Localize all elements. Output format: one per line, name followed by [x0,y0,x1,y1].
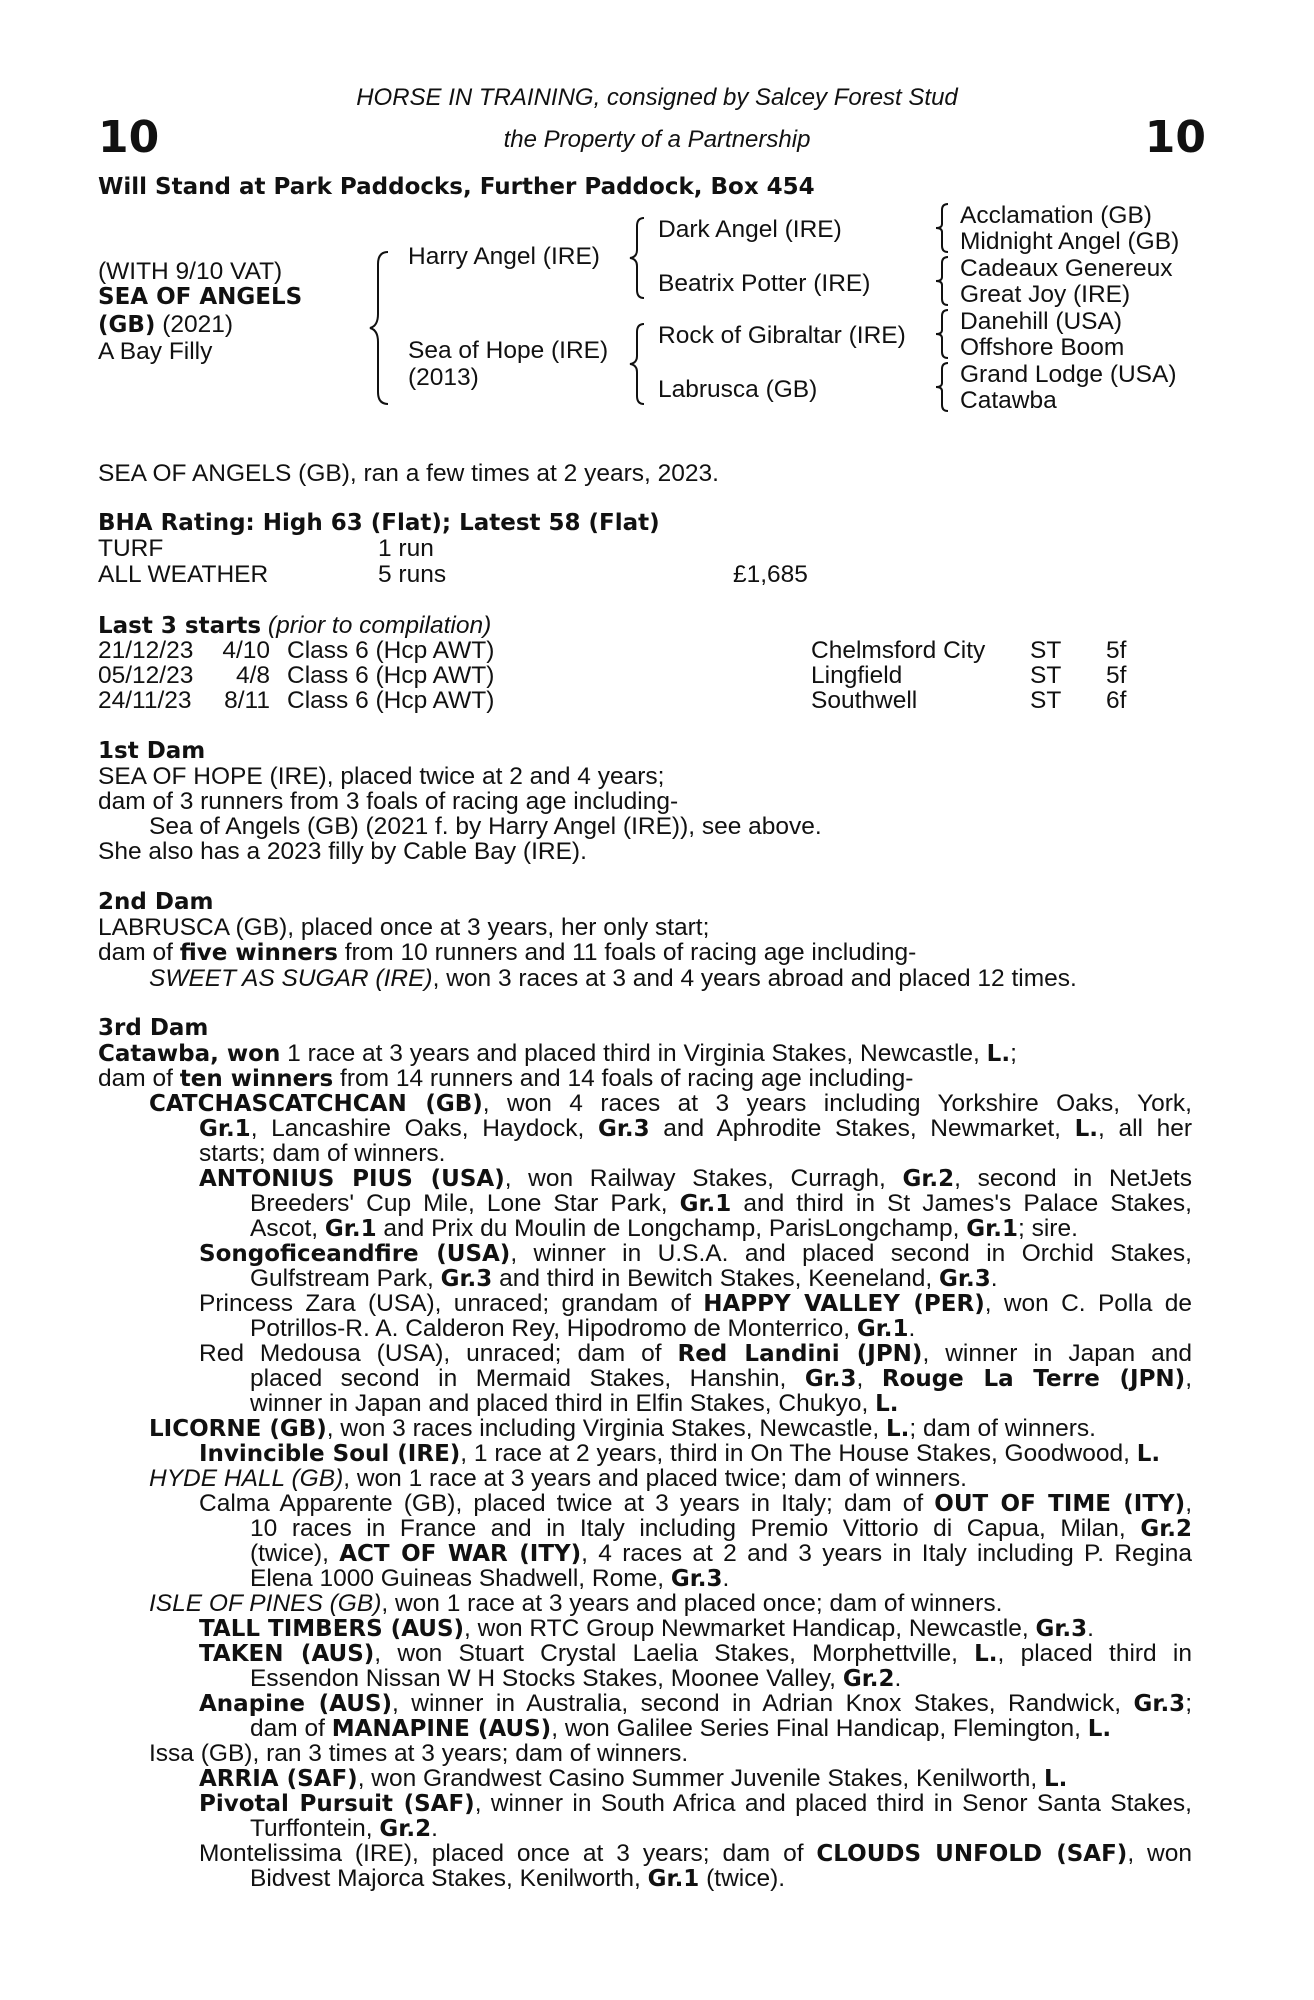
text-run: ; dam of winners. [909,1415,1096,1442]
text-run: and third in Bewitch Stakes, Keeneland, [492,1265,940,1292]
text-run: , placed third in [997,1640,1192,1667]
pedigree-brace-sire [628,216,650,300]
first-dam-produce: Sea of Angels (GB) (2021 f. by Harry Angel (IRE)), see above. [149,813,822,840]
pedigree-brace-g2 [934,255,952,307]
arria-entry [199,1765,1067,1793]
text-run: placed second in Mermaid Stakes, Hanshin, [250,1365,805,1392]
text-run: Red Medousa (USA), unraced; dam of [199,1340,678,1367]
bold-text: ANTONIUS PIUS (USA) [199,1166,505,1192]
invincible-soul-entry [199,1440,1160,1468]
bold-text: five winners [179,940,338,966]
bold-text: L. [974,1641,998,1667]
text-run: , won [1127,1840,1192,1867]
bold-text: Gr.1 [856,1316,909,1342]
text-run: , won Stuart Crystal Laelia Stakes, Morphettville, [374,1640,975,1667]
start-race: Class 6 (Hcp AWT) [287,637,495,664]
songoficeandfire-entry [199,1240,1192,1268]
bha-rating-title: BHA Rating: High 63 (Flat); Latest 58 (Flat) [98,510,660,536]
horse-description: A Bay Filly [98,338,213,365]
first-dam-line: SEA OF HOPE (IRE), placed twice at 2 and 4 years; [98,763,665,790]
sire: Harry Angel (IRE) [408,243,600,270]
catchascatchcan-entry: starts; dam of winners. [199,1140,446,1167]
pedigree-brace-main [368,248,398,408]
taken-entry [250,1665,901,1693]
second-dam-produce [149,965,1077,993]
text-run: from 10 runners and 11 foals of racing age including- [337,939,917,966]
text-run: , won Galilee Series Final Handicap, Flemington, [551,1715,1088,1742]
lot-number-left: 10 [98,112,160,163]
text-run: Elena 1000 Guineas Shadwell, Rome, [250,1565,671,1592]
text-run: Potrillos-R. A. Calderon Rey, Hipodromo de Monterrico, [250,1315,857,1342]
start-date: 05/12/23 [98,662,194,689]
bold-text: Gr.3 [804,1366,857,1392]
rating-turf-runs: 1 run [378,535,434,562]
start-date: 21/12/23 [98,637,194,664]
text-run: . [431,1815,438,1842]
text-run: Montelissima (IRE), placed once at 3 years; dam of [199,1840,817,1867]
first-dam-line: dam of 3 runners from 3 foals of racing age including- [98,788,679,815]
pivotal-pursuit-entry [250,1815,438,1843]
granddam-2: Great Joy (IRE) [960,281,1131,308]
dam-dam: Labrusca (GB) [658,376,818,403]
bold-text: L. [886,1416,910,1442]
text-run: . [722,1565,730,1592]
start-distance: 5f [1106,662,1127,689]
bold-text: Gr.3 [440,1266,493,1292]
bold-text: MANAPINE (AUS) [331,1716,552,1742]
italic-text: HYDE HALL (GB) [149,1465,344,1492]
bold-text: L. [1074,1116,1099,1142]
first-dam-title: 1st Dam [98,738,206,764]
third-dam-line [98,1065,913,1093]
horse-year: (2021) [155,311,234,338]
second-dam-line: LABRUSCA (GB), placed once at 3 years, her only start; [98,914,710,941]
lot-number-right: 10 [1144,112,1206,163]
text-run: , won 4 races at 3 years including Yorkshire Oaks, York, [482,1090,1192,1117]
text-run: 10 races in France and in Italy including Premio Vittorio di Capua, Milan, [250,1515,1141,1542]
red-medousa-entry [250,1390,899,1418]
text-run: and Prix du Moulin de Longchamp, ParisLongchamp, [376,1215,967,1242]
text-run: Ascot, [250,1215,325,1242]
start-position: 4/8 [235,662,270,689]
antonius-pius-entry [250,1215,1078,1243]
start-surface: ST [1030,662,1062,689]
start-course: Southwell [811,687,918,714]
second-dam-line [98,939,916,967]
start-race: Class 6 (Hcp AWT) [287,662,495,689]
text-run: , 1 race at 2 years, third in On The House Stakes, Goodwood, [460,1440,1137,1467]
text-run: , winner in Australia, second in Adrian Knox Stakes, Randwick, [392,1690,1134,1717]
text-run: and third in St James's Palace Stakes, [731,1190,1192,1217]
consignment-line: HORSE IN TRAINING, consigned by Salcey Forest Stud [356,84,958,111]
granddam-3: Offshore Boom [960,334,1125,361]
bold-text: ten winners [179,1066,334,1092]
second-dam-title: 2nd Dam [98,889,214,915]
text-run: . [908,1315,916,1342]
licorne-entry [149,1415,1096,1443]
sire-dam: Beatrix Potter (IRE) [658,270,871,297]
text-run: 1 race at 3 years and placed third in Virginia Stakes, Newcastle, [280,1040,987,1067]
text-run: , winner in U.S.A. and placed second in Orchid Stakes, [510,1240,1192,1267]
last-starts-title: Last 3 starts [98,613,262,639]
sire-sire: Dark Angel (IRE) [658,216,842,243]
text-run: , [856,1365,882,1392]
montelissima-entry [199,1840,1192,1868]
bold-text: Gr.1 [324,1216,377,1242]
text-run: Turffontein, [250,1815,380,1842]
text-run: and Aphrodite Stakes, Newmarket, [649,1115,1075,1142]
bold-text: Gr.3 [1133,1691,1186,1717]
text-run: Gulfstream Park, [250,1265,441,1292]
princess-zara-entry [250,1315,915,1343]
bold-text: LICORNE (GB) [149,1416,327,1442]
text-run: , all her [1098,1115,1193,1142]
text-run: , won 3 races at 3 and 4 years abroad and placed 12 times. [432,965,1077,992]
bold-text: Catawba [98,1041,211,1067]
start-distance: 5f [1106,637,1127,664]
antonius-pius-entry [250,1190,1192,1218]
text-run: ; [1010,1040,1017,1067]
text-run: dam of [250,1715,332,1742]
text-run: Bidvest Majorca Stakes, Kenilworth, [250,1865,648,1892]
granddam-1: Midnight Angel (GB) [960,228,1180,255]
bold-text: L. [875,1391,899,1417]
dam: Sea of Hope (IRE) [408,337,609,364]
property-line: the Property of a Partnership [503,126,811,153]
bold-text: Invincible Soul (IRE) [199,1441,461,1467]
bold-text: Gr.3 [939,1266,991,1292]
calma-apparente-entry [250,1540,1192,1568]
rating-aw-label: ALL WEATHER [98,561,269,588]
grandsire-2: Cadeaux Genereux [960,255,1173,282]
bold-text: CLOUDS UNFOLD (SAF) [816,1841,1128,1867]
horse-country: (GB) [98,312,156,338]
text-run: , won Railway Stakes, Curragh, [504,1165,903,1192]
text-run: Calma Apparente (GB), placed twice at 3 years in Italy; dam of [199,1490,935,1517]
vat-note: (WITH 9/10 VAT) [98,258,283,285]
hyde-hall-entry [149,1465,967,1493]
text-run: winner in Japan and placed third in Elfin Stakes, Chukyo, [250,1390,876,1417]
text-run: dam of [98,1065,180,1092]
text-run: . [894,1665,902,1692]
bold-text: L. [1136,1441,1161,1467]
granddam-4: Catawba [960,387,1057,414]
bold-text: Red Landini (JPN) [677,1341,923,1367]
catchascatchcan-entry [149,1090,1192,1118]
italic-text: ISLE OF PINES (GB) [149,1590,382,1617]
text-run: , won 1 race at 3 years and placed twice; dam of winners. [343,1465,967,1492]
calma-apparente-entry [199,1490,1192,1518]
start-race: Class 6 (Hcp AWT) [287,687,495,714]
calma-apparente-entry [250,1515,1192,1543]
grandsire-1: Acclamation (GB) [960,202,1152,229]
stabling-line: Will Stand at Park Paddocks, Further Paddock, Box 454 [98,174,815,200]
bold-text: L. [1044,1766,1068,1792]
start-position: 8/11 [224,687,270,714]
text-run: , winner in South Africa and placed third in Senor Santa Stakes, [474,1790,1192,1817]
bold-text: ARRIA (SAF) [199,1766,358,1792]
grandsire-3: Danehill (USA) [960,308,1123,335]
dam-year: (2013) [408,364,479,391]
bold-text: Anapine (AUS) [199,1691,393,1717]
bold-text: Gr.2 [842,1666,895,1692]
bold-text: Songoficeandfire (USA) [199,1241,511,1267]
issa-entry: Issa (GB), ran 3 times at 3 years; dam of winners. [149,1740,689,1767]
bold-text: Gr.2 [1140,1516,1192,1542]
bold-text: Gr.3 [670,1566,723,1592]
red-medousa-entry [250,1365,1192,1393]
start-course: Lingfield [811,662,903,689]
start-date: 24/11/23 [98,687,192,714]
red-medousa-entry [199,1340,1192,1368]
third-dam-title: 3rd Dam [98,1015,209,1041]
start-course: Chelmsford City [811,637,986,664]
text-run: , won RTC Group Newmarket Handicap, Newcastle, [464,1615,1036,1642]
third-dam-line [98,1040,1017,1068]
text-run: (twice). [699,1865,786,1892]
text-run: dam of [98,939,180,966]
bold-text: CATCHASCATCHCAN (GB) [149,1091,483,1117]
bold-text: L. [986,1041,1011,1067]
tall-timbers-entry [199,1615,1094,1643]
bold-text: Gr.2 [902,1166,955,1192]
bold-text: ACT OF WAR (ITY) [339,1541,582,1567]
bold-text: Gr.1 [966,1216,1018,1242]
text-run: , Lancashire Oaks, Haydock, [250,1115,598,1142]
last-starts-note: (prior to compilation) [261,612,492,639]
pivotal-pursuit-entry [199,1790,1192,1818]
bold-text: Pivotal Pursuit (SAF) [199,1791,475,1817]
isle-of-pines-entry [149,1590,1002,1618]
text-run: , second in NetJets [954,1165,1192,1192]
taken-entry [199,1640,1192,1668]
text-run: , won Grandwest Casino Summer Juvenile Stakes, Kenilworth, [357,1765,1044,1792]
anapine-entry [250,1715,1111,1743]
text-run: , won C. Polla de [984,1290,1192,1317]
catchascatchcan-entry [199,1115,1192,1143]
text-run: , won 1 race at 3 years and placed once; dam of winners. [381,1590,1003,1617]
bold-text: Gr.3 [1035,1616,1088,1642]
text-run: , [1185,1365,1193,1392]
rating-aw-prize: £1,685 [733,561,808,588]
text-run: Essendon Nissan W H Stocks Stakes, Moonee Valley, [250,1665,843,1692]
text-run: Breeders' Cup Mile, Lone Star Park, [250,1190,680,1217]
text-run: ; [1185,1690,1192,1717]
start-position: 4/10 [222,637,270,664]
start-surface: ST [1030,687,1062,714]
text-run: , won 3 races including Virginia Stakes, Newcastle, [326,1415,887,1442]
text-run: . [1087,1615,1094,1642]
bold-text: Rouge La Terre (JPN) [881,1366,1186,1392]
pedigree-brace-g3 [934,308,952,360]
bold-text: HAPPY VALLEY (PER) [703,1291,985,1317]
pedigree-brace-g1 [934,202,952,254]
text-run: , winner in Japan and [922,1340,1193,1367]
bold-text: Gr.1 [679,1191,732,1217]
rating-aw-runs: 5 runs [378,561,447,588]
pedigree-brace-g4 [934,361,952,413]
start-surface: ST [1030,637,1062,664]
text-run: from 14 runners and 14 foals of racing age including- [333,1065,914,1092]
italic-text: SWEET AS SUGAR (IRE) [149,965,433,992]
bold-text: , won [210,1041,281,1067]
bold-text: TAKEN (AUS) [199,1641,375,1667]
pedigree-brace-dam [628,322,650,406]
start-distance: 6f [1106,687,1127,714]
text-run: , 4 races at 2 and 3 years in Italy including P. Regina [581,1540,1192,1567]
text-run: . [990,1265,998,1292]
songoficeandfire-entry [250,1265,998,1293]
bold-text: TALL TIMBERS (AUS) [199,1616,465,1642]
bold-text: Gr.3 [597,1116,650,1142]
bold-text: Gr.2 [379,1816,432,1842]
bold-text: OUT OF TIME (ITY) [934,1491,1186,1517]
calma-apparente-entry [250,1565,729,1593]
text-run: ; sire. [1017,1215,1078,1242]
text-run: (twice), [250,1540,340,1567]
dam-sire: Rock of Gibraltar (IRE) [658,322,906,349]
horse-country-year [98,311,233,339]
last-starts-heading [98,612,491,640]
text-run: , [1185,1490,1192,1517]
bold-text: Gr.1 [199,1116,251,1142]
first-dam-line: She also has a 2023 filly by Cable Bay (IRE). [98,838,587,865]
montelissima-entry [250,1865,785,1893]
rating-turf-label: TURF [98,535,164,562]
bold-text: Gr.1 [647,1866,700,1892]
bold-text: L. [1087,1716,1112,1742]
text-run: Princess Zara (USA), unraced; grandam of [199,1290,704,1317]
grandsire-4: Grand Lodge (USA) [960,361,1177,388]
horse-name: SEA OF ANGELS [98,284,303,310]
antonius-pius-entry [199,1165,1192,1193]
anapine-entry [199,1690,1192,1718]
racing-summary: SEA OF ANGELS (GB), ran a few times at 2 years, 2023. [98,460,719,487]
princess-zara-entry [199,1290,1192,1318]
